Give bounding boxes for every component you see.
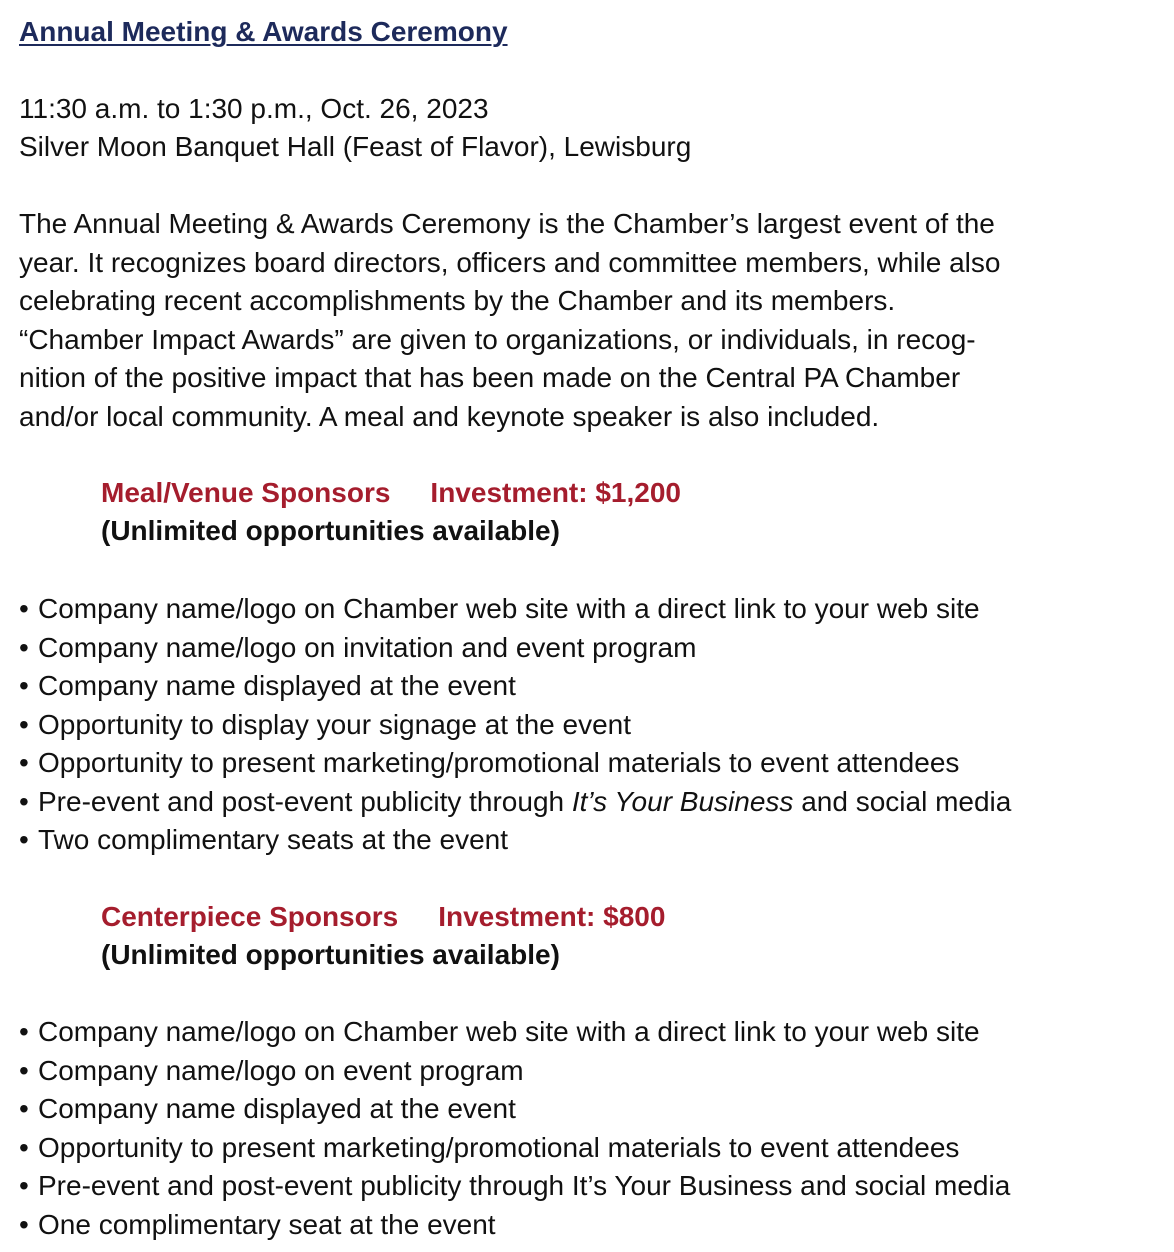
sponsor-tier-centerpiece	[101, 898, 665, 936]
bullet-icon: •	[19, 631, 29, 663]
bullet-icon: •	[19, 747, 29, 778]
list-item: • Opportunity to present marketing/promotional materials to event attendees	[19, 1129, 1010, 1168]
event-title: Annual Meeting & Awards Ceremony	[19, 16, 508, 47]
list-item: • Company name/logo on event program	[19, 1052, 1010, 1091]
description-line: year. It recognizes board directors, officers and committee members, while also	[19, 246, 1001, 278]
list-item: • Company name/logo on Chamber web site with a direct link to your web site	[19, 1013, 1010, 1052]
bullet-icon: •	[19, 1170, 29, 1201]
sponsor-name: Meal/Venue Sponsors	[101, 477, 391, 508]
description-line: celebrating recent accomplishments by the Chamber and its members.	[19, 285, 896, 317]
list-item: • Opportunity to present marketing/promotional materials to event attendees	[19, 744, 1011, 783]
sponsor-investment: Investment: $1,200	[430, 477, 681, 508]
bullet-icon: •	[19, 1093, 29, 1124]
list-item: • Pre-event and post-event publicity through It’s Your Business and social media	[19, 1167, 1010, 1206]
list-item: • Opportunity to display your signage at the event	[19, 706, 1011, 745]
list-item: • Company name displayed at the event	[19, 667, 1011, 706]
list-item: • Company name displayed at the event	[19, 1090, 1010, 1129]
sponsor-investment: Investment: $800	[438, 901, 666, 932]
benefits-list-meal-venue	[19, 590, 1011, 860]
sponsor-tier-meal-venue	[101, 474, 681, 512]
description-line: The Annual Meeting & Awards Ceremony is the Chamber’s largest event of the	[19, 208, 995, 239]
description-line: “Chamber Impact Awards” are given to organizations, or individuals, in recog-	[19, 323, 976, 355]
event-location: Silver Moon Banquet Hall (Feast of Flavor), Lewisburg	[19, 131, 692, 162]
publication-name: It’s Your Business	[571, 785, 794, 817]
list-item: • Company name/logo on invitation and event program	[19, 629, 1011, 668]
bullet-icon: •	[19, 1016, 29, 1047]
bullet-icon: •	[19, 1131, 29, 1163]
benefits-list-centerpiece	[19, 1013, 1010, 1244]
bullet-icon: •	[19, 1054, 29, 1086]
bullet-icon: •	[19, 670, 29, 701]
bullet-icon: •	[19, 708, 29, 740]
list-item: • Two complimentary seats at the event	[19, 821, 1011, 860]
description-line: nition of the positive impact that has been made on the Central PA Chamber	[19, 362, 961, 394]
bullet-icon: •	[19, 785, 29, 817]
list-item: • One complimentary seat at the event	[19, 1206, 1010, 1245]
event-time: 11:30 a.m. to 1:30 p.m., Oct. 26, 2023	[19, 93, 489, 124]
sponsor-availability: (Unlimited opportunities available)	[101, 939, 560, 970]
sponsor-name: Centerpiece Sponsors	[101, 901, 399, 932]
list-item: • Pre-event and post-event publicity through It’s Your Business and social media	[19, 783, 1011, 822]
bullet-icon: •	[19, 1208, 29, 1240]
bullet-icon: •	[19, 593, 29, 624]
list-item: • Company name/logo on Chamber web site with a direct link to your web site	[19, 590, 1011, 629]
bullet-icon: •	[19, 824, 29, 855]
event-description	[19, 205, 1159, 437]
sponsor-availability: (Unlimited opportunities available)	[101, 515, 560, 546]
description-line: and/or local community. A meal and keynote speaker is also included.	[19, 400, 880, 432]
